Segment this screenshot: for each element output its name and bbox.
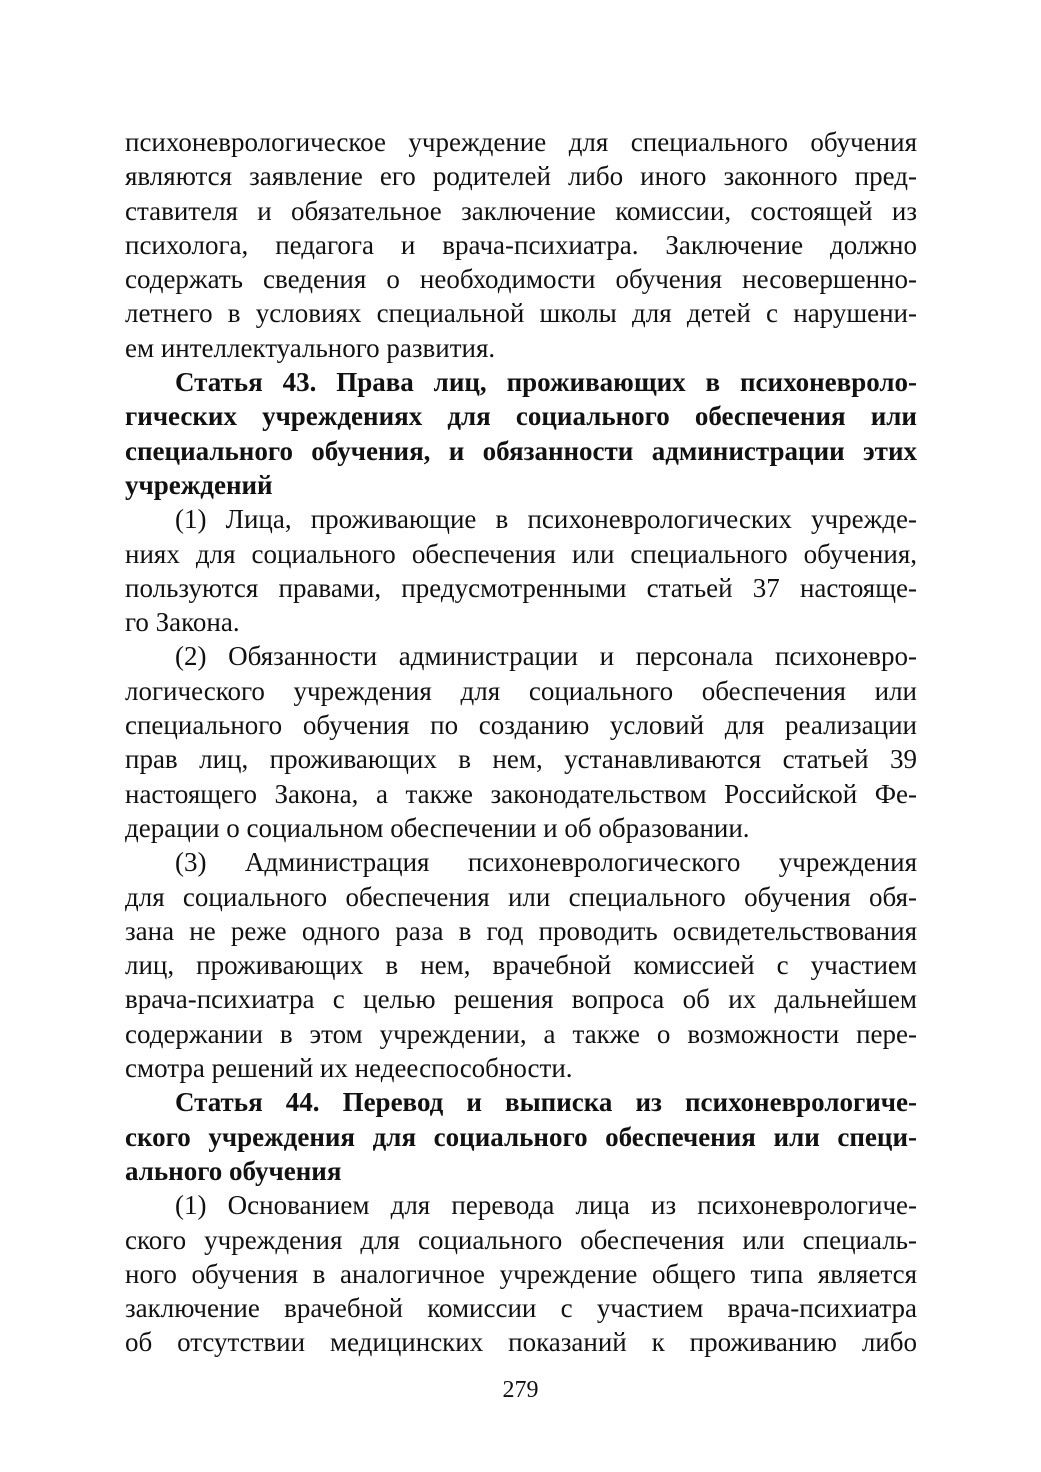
text-line: заключение врачебной комиссии с участием врача-психиатра — [125, 1293, 917, 1324]
paragraph-continuation — [125, 125, 917, 365]
heading-line: учреждений — [125, 469, 273, 500]
article-44-heading — [125, 1085, 917, 1188]
article-43-heading — [125, 365, 917, 502]
article-43-clause-1 — [125, 502, 917, 639]
text-line: являются заявление его родителей либо иного законного пред- — [125, 161, 917, 192]
text-line: психоневрологическое учреждение для специального обучения — [125, 127, 917, 157]
text-line: содержать сведения о необходимости обучения несовершенно- — [125, 264, 917, 295]
page-text — [125, 125, 917, 1360]
text-line: зана не реже одного раза в год проводить освидетельствования — [125, 915, 917, 946]
text-line: смотра решений их недееспособности. — [125, 1053, 573, 1084]
text-line: содержании в этом учреждении, а также о возможности пере- — [125, 1018, 917, 1049]
heading-line: гических учреждениях для социального обеспечения или — [125, 401, 917, 432]
text-line: дерации о социальном обеспечении и об образовании. — [125, 812, 750, 843]
heading-line: ского учреждения для социального обеспечения или специ- — [125, 1121, 917, 1152]
article-43-clause-2 — [125, 639, 917, 845]
text-line: об отсутствии медицинских показаний к проживанию либо — [125, 1327, 917, 1358]
text-line: логического учреждения для социального обеспечения или — [125, 675, 917, 706]
text-line: врача-психиатра с целью решения вопроса об их дальнейшем — [125, 984, 917, 1015]
text-line: пользуются правами, предусмотренными статьей 37 настояще- — [125, 572, 917, 603]
text-line: прав лиц, проживающих в нем, устанавливаются статьей 39 — [125, 744, 917, 775]
text-line: ного обучения в аналогичное учреждение общего типа является — [125, 1258, 917, 1289]
article-43-clause-3 — [125, 845, 917, 1085]
text-line: ниях для социального обеспечения или специального обучения, — [125, 538, 917, 569]
text-line: настоящего Закона, а также законодательством Российской Фе- — [125, 778, 917, 809]
text-line: лиц, проживающих в нем, врачебной комиссией с участием — [125, 950, 917, 981]
text-line: (3) Администрация психоневрологического учреждения — [175, 847, 917, 878]
text-line: ем интеллектуального развития. — [125, 332, 496, 363]
text-line: специального обучения по созданию условий для реализации — [125, 710, 917, 741]
article-44-clause-1 — [125, 1188, 917, 1359]
heading-line: специального обучения, и обязанности администрации этих — [125, 435, 917, 466]
heading-line: ального обучения — [125, 1155, 342, 1186]
heading-line: Статья 44. Перевод и выписка из психоневрологиче- — [175, 1087, 917, 1118]
text-line: (1) Лица, проживающие в психоневрологических учрежде- — [175, 504, 917, 535]
page-number: 279 — [502, 1377, 539, 1403]
text-line: (2) Обязанности администрации и персонала психоневро- — [175, 641, 917, 672]
text-line: (1) Основанием для перевода лица из психоневрологиче- — [175, 1190, 917, 1221]
text-line: летнего в условиях специальной школы для детей с нарушени- — [125, 298, 917, 329]
text-line: для социального обеспечения или специального обучения обя- — [125, 881, 917, 912]
text-line: ставителя и обязательное заключение комиссии, состоящей из — [125, 195, 917, 226]
text-line: го Закона. — [125, 607, 240, 638]
text-line: ского учреждения для социального обеспечения или специаль- — [125, 1224, 917, 1255]
text-line: психолога, педагога и врача-психиатра. Заключение должно — [125, 229, 917, 260]
heading-line: Статья 43. Права лиц, проживающих в психоневроло- — [175, 367, 917, 398]
